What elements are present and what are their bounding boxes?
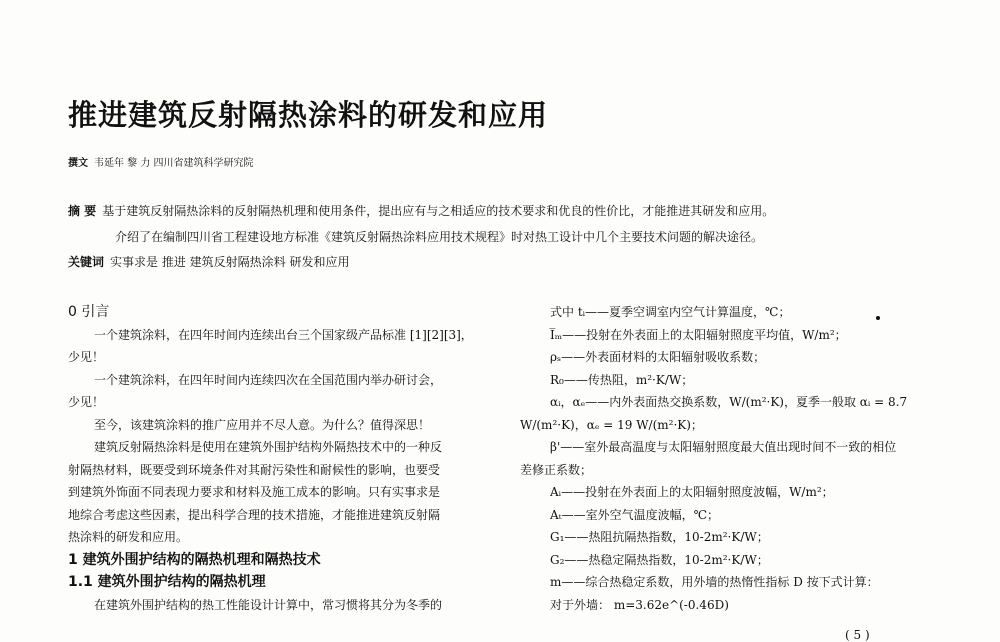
equation-line: 对于外墙： m=3.62e^(-0.46D) xyxy=(550,597,729,612)
paragraph-line: 热涂料的研发和应用。 xyxy=(68,530,189,544)
paragraph-line: 射隔热材料，既要受到环境条件对其耐污染性和耐候性的影响，也要受 xyxy=(68,462,441,477)
left-column xyxy=(68,301,498,616)
author-line xyxy=(68,154,254,169)
definition-line: I̅ₘ——投射在外表面上的太阳辐射照度平均值，W/m²； xyxy=(550,327,847,342)
section-heading-1-1: 1.1 建筑外围护结构的隔热机理 xyxy=(68,574,266,590)
definition-line: Aᵢ——投射在外表面上的太阳辐射照度波幅，W/m²； xyxy=(550,485,834,499)
definition-line: R₀——传热阻，m²·K/W； xyxy=(550,372,694,387)
definition-line: β'——室外最高温度与太阳辐射照度最大值出现时间不一致的相位 xyxy=(550,440,897,454)
keywords-text: 实事求是 推进 建筑反射隔热涂料 研发和应用 xyxy=(110,255,350,269)
scan-speck xyxy=(876,316,880,320)
definition-line: 式中 tᵢ——夏季空调室内空气计算温度，℃； xyxy=(550,305,791,319)
definition-line: Aₜ——室外空气温度波幅，℃； xyxy=(550,507,720,522)
section-heading-0: 0 引言 xyxy=(68,304,110,320)
section-heading-1: 1 建筑外围护结构的隔热机理和隔热技术 xyxy=(68,551,321,568)
paragraph-line: 地综合考虑这些因素，提出科学合理的技术措施，才能推进建筑反射隔 xyxy=(68,507,441,522)
keywords-label: 关键词 xyxy=(68,255,105,269)
definition-line: αᵢ，αₑ——内外表面热交换系数，W/(m²·K)，夏季一般取 αᵢ = 8.7 xyxy=(550,395,908,409)
paragraph-line: 建筑反射隔热涂料是使用在建筑外围护结构外隔热技术中的一种反 xyxy=(94,440,443,454)
author-text: 韦延年 黎 力 四川省建筑科学研究院 xyxy=(94,158,254,169)
abstract-label: 摘 要 xyxy=(68,204,97,218)
abstract-line-1 xyxy=(68,202,774,219)
paragraph-line: 少见！ xyxy=(68,350,105,364)
definition-line: G₂——热稳定隔热指数，10-2m²·K/W； xyxy=(550,552,769,567)
definition-line: 差修正系数； xyxy=(520,462,593,477)
definition-line: G₁——热阻抗隔热指数，10-2m²·K/W； xyxy=(550,530,769,544)
definition-line: ρₛ——外表面材料的太阳辐射吸收系数； xyxy=(550,350,766,364)
equation-number: ( 5 ) xyxy=(845,628,870,642)
abstract-line-2: 介绍了在编制四川省工程建设地方标准《建筑反射隔热涂料应用技术规程》时对热工设计中几个主要技术问题的解决途径。 xyxy=(115,230,764,244)
paper-title: 推进建筑反射隔热涂料的研发和应用 xyxy=(68,98,549,132)
definition-line: m——综合热稳定系数，用外墙的热惰性指标 D 按下式计算： xyxy=(550,575,879,589)
paragraph-line: 一个建筑涂料，在四年时间内连续出台三个国家级产品标准 [1][2][3]， xyxy=(94,327,473,342)
paragraph-line: 在建筑外围护结构的热工性能设计计算中，常习惯将其分为冬季的 xyxy=(94,597,443,612)
abstract-text-1: 基于建筑反射隔热涂料的反射隔热机理和使用条件，提出应有与之相适应的技术要求和优良的性价比，才能推进其研发和应用。 xyxy=(102,204,775,218)
definition-line: W/(m²·K)，αₑ = 19 W/(m²·K)； xyxy=(520,417,703,432)
paragraph-line: 到建筑外饰面不同表现力要求和材料及施工成本的影响。只有实事求是 xyxy=(68,485,441,499)
right-column xyxy=(520,301,960,616)
author-label: 撰文 xyxy=(68,158,88,169)
paragraph-line: 至今，该建筑涂料的推广应用并不尽人意。为什么？值得深思！ xyxy=(94,417,431,432)
keywords-line xyxy=(68,253,349,270)
paragraph-line: 少见！ xyxy=(68,395,105,409)
paragraph-line: 一个建筑涂料，在四年时间内连续四次在全国范围内举办研讨会， xyxy=(94,372,443,387)
